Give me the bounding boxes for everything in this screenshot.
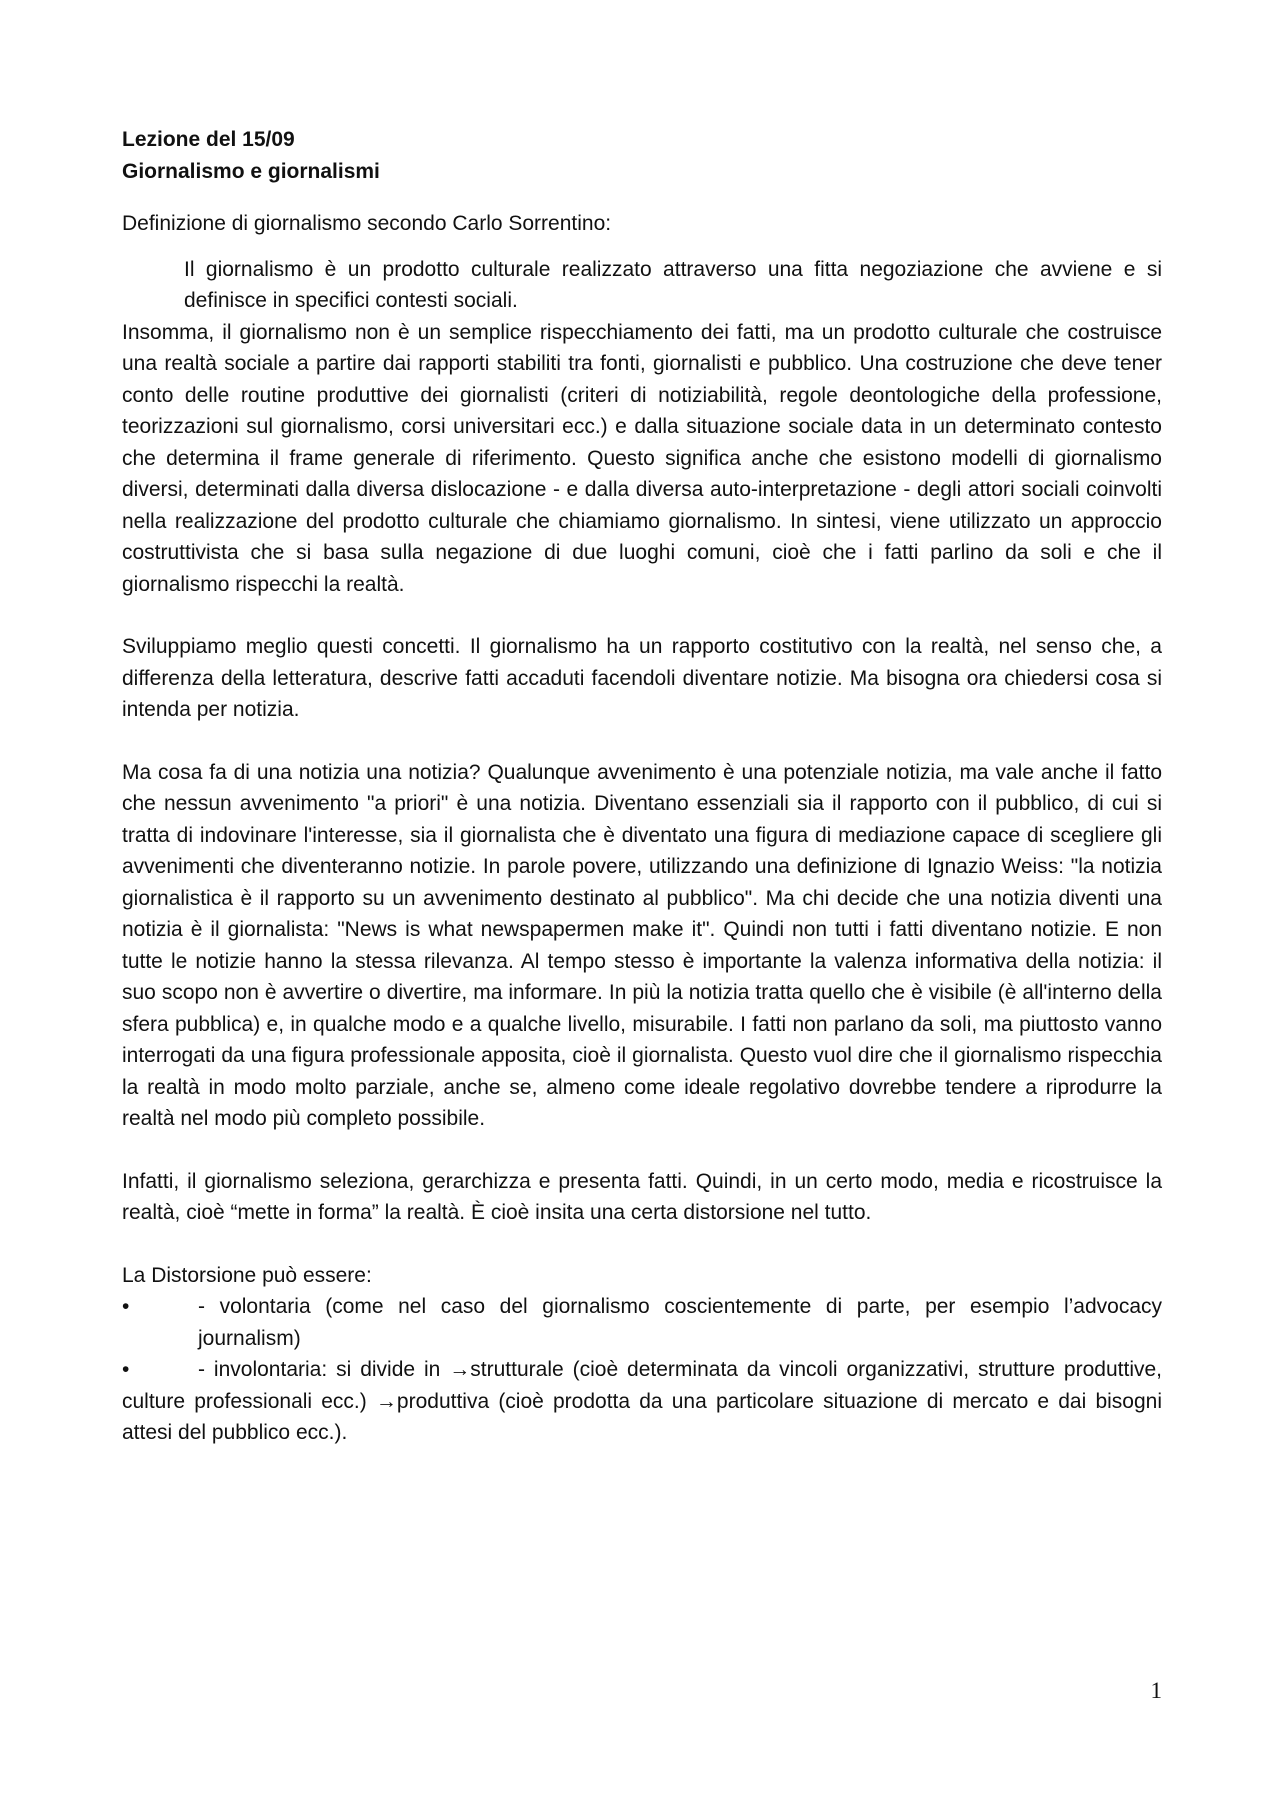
page-number: 1 xyxy=(1150,1678,1162,1703)
bullet-text: - volontaria (come nel caso del giornalismo coscientemente di parte, per esempio l’advocacy journalism) xyxy=(198,1295,1162,1350)
definition-quote: Il giornalismo è un prodotto culturale realizzato attraverso una fitta negoziazione che avviene e si definisce in specifici contesti sociali. xyxy=(184,257,1162,312)
lesson-subtitle: Giornalismo e giornalismi xyxy=(122,159,380,183)
document-body xyxy=(122,124,1162,1449)
bullet-item-involontaria xyxy=(122,1354,1162,1449)
paragraph-2: Sviluppiamo meglio questi concetti. Il giornalismo ha un rapporto costitutivo con la realtà, nel senso che, a differenza della letteratura, descrive fatti accaduti facendoli diventare notizie. Ma bisogna ora chiedersi cosa si intenda per notizia. xyxy=(122,635,1162,721)
bullet-icon: • xyxy=(122,1358,130,1381)
bullet-item-volontaria xyxy=(122,1291,1162,1354)
paragraph-3: Ma cosa fa di una notizia una notizia? Qualunque avvenimento è una potenziale notizia, ma vale anche il fatto che nessun avvenimento "a priori" è una notizia. Diventano essenziali sia il rapporto con il pubblico, di cui si tratta di indovinare l'interesse, sia il giornalista che è diventato una figura di mediazione capace di scegliere gli avvenimenti che diventeranno notizie. In parole povere, utilizzando una definizione di Ignazio Weiss: "la notizia giornalistica è il rapporto su un avvenimento destinato al pubblico". Ma chi decide che una notizia diventi una notizia è il giornalista: "News is what newspapermen make it". Quindi non tutti i fatti diventano notizie. E non tutte le notizie hanno la stessa rilevanza. Al tempo stesso è importante la valenza informativa della notizia: il suo scopo non è avvertire o divertire, ma informare. In più la notizia tratta quello che è visibile (è all'interno della sfera pubblica) e, in qualche modo e a qualche livello, misurabile. I fatti non parlano da soli, ma piuttosto vanno interrogati da una figura professionale apposita, cioè il giornalista. Questo vuol dire che il giornalismo rispecchia la realtà in modo molto parziale, anche se, almeno come ideale regolativo dovrebbe tendere a riprodurre la realtà nel modo più completo possibile. xyxy=(122,760,1162,1130)
lesson-title: Lezione del 15/09 xyxy=(122,128,295,151)
intro-paragraph: Definizione di giornalismo secondo Carlo Sorrentino: xyxy=(122,212,612,235)
bullet-icon: • xyxy=(122,1295,130,1318)
paragraph-1: Insomma, il giornalismo non è un semplice rispecchiamento dei fatti, ma un prodotto culturale che costruisce una realtà sociale a partire dai rapporti stabiliti tra fonti, giornalisti e pubblico. Una costruzione che deve tener conto delle routine produttive dei giornalisti (criteri di notiziabilità, regole deontologiche della professione, teorizzazioni sul giornalismo, corsi universitari ecc.) e dalla situazione sociale data in un determinato contesto che determina il frame generale di riferimento. Questo significa anche che esistono modelli di giornalismo diversi, determinati dalla diversa dislocazione - e dalla diversa auto-interpretazione - degli attori sociali coinvolti nella realizzazione del prodotto culturale che chiamiamo giornalismo. In sintesi, viene utilizzato un approccio costruttivista che si basa sulla negazione di due luoghi comuni, cioè che i fatti parlino da soli e che il giornalismo rispecchi la realtà. xyxy=(122,320,1162,596)
paragraph-5: La Distorsione può essere: xyxy=(122,1263,372,1287)
bullet-text: - involontaria: si divide in →strutturale (cioè determinata da vincoli organizzativi, strutture produttive, culture professionali ecc.) →produttiva (cioè prodotta da una particolare situazione di mercato e dai bisogni attesi del pubblico ecc.). xyxy=(122,1358,1162,1444)
paragraph-4: Infatti, il giornalismo seleziona, gerarchizza e presenta fatti. Quindi, in un certo modo, media e ricostruisce la realtà, cioè “mette in forma” la realtà. È cioè insita una certa distorsione nel tutto. xyxy=(122,1169,1162,1224)
